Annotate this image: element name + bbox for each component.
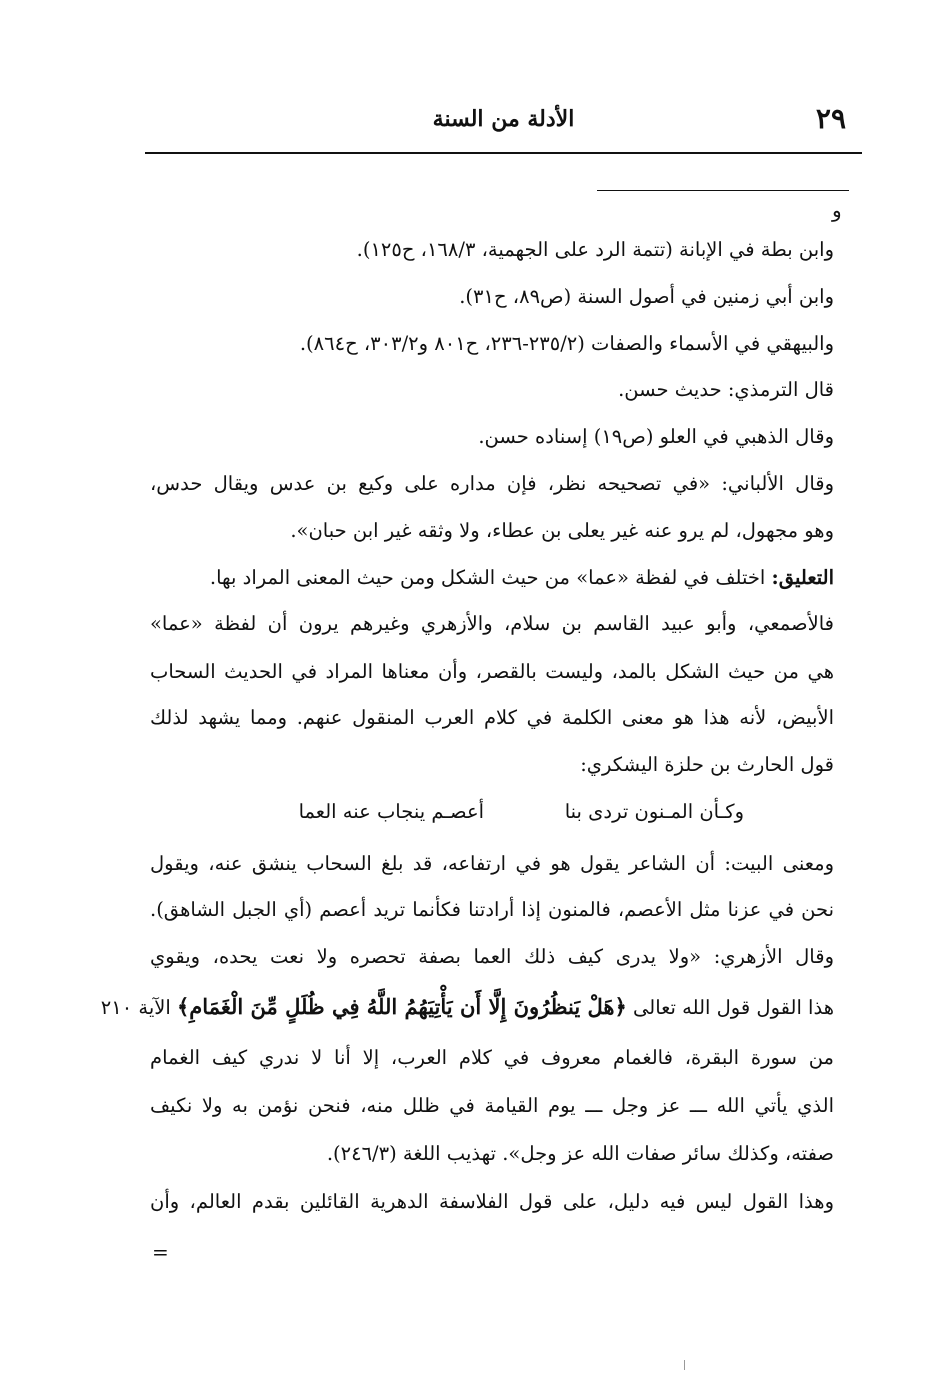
quran-intro: هذا القول قول الله تعالى <box>633 996 834 1019</box>
footnote-line: وهو مجهول، لم يرو عنه غير يعلى بن عطاء، ولا وثقه غير ابن حبان». <box>290 519 834 542</box>
commentary-line: الذي يأتي الله ـــ عز وجل ـــ يوم القيامة في ظلل منه، فنحن نؤمن به ولا نكيف <box>150 1094 834 1117</box>
footnote-line: وقال الذهبي في العلو (ص١٩) إسناده حسن. <box>478 425 834 448</box>
commentary-line: قول الحارث بن حلزة اليشكري: <box>580 753 834 776</box>
footnote-line: وابن بطة في الإبانة (تتمة الرد على الجهمية، ١٦٨/٣، ح١٢٥). <box>356 238 834 261</box>
commentary-line: الأبيض، لأنه هذا هو معنى الكلمة في كلام العرب المنقول عنهم. ومما يشهد لذلك <box>150 706 834 729</box>
commentary-first-line <box>150 566 834 589</box>
header-rule <box>145 152 862 154</box>
commentary-line: ومعنى البيت: أن الشاعر يقول هو في ارتفاعه، قد بلغ السحاب ينشق عنه، ويقول <box>150 852 834 875</box>
running-title: الأدلة من السنة <box>432 106 575 132</box>
quran-verse: ﴿هَلْ يَنظُرُونَ إِلَّا أَن يَأْتِيَهُمُ اللَّهُ فِي ظُلَلٍ مِّنَ الْغَمَامِ﴾ <box>177 994 627 1019</box>
continuation-marker: = <box>152 1240 169 1264</box>
footnote-line: وقال الألباني: «في تصحيحه نظر، فإن مداره على وكيع بن عدس ويقال حدس، <box>150 472 834 495</box>
commentary-line: وهذا القول ليس فيه دليل، على قول الفلاسفة الدهرية القائلين بقدم العالم، وأن <box>150 1190 834 1213</box>
commentary-line: فالأصمعي، وأبو عبيد القاسم بن سلام، والأزهري وغيرهم يرون أن لفظة «عما» <box>150 612 834 635</box>
commentary-line: وقال الأزهري: «ولا يدرى كيف ذلك العما بصفة تحصره ولا نعت يحده، ويقوي <box>150 945 834 968</box>
footnote-line: وابن أبي زمنين في أصول السنة (ص٨٩، ح٣١). <box>459 285 834 308</box>
page-number: ٢٩ <box>815 102 846 135</box>
quran-line <box>100 994 834 1019</box>
page-header <box>145 98 862 154</box>
verse-first-hemistich: وكـأن المـنون تردى بنا <box>564 800 744 823</box>
continuation-mark: ﻭ <box>832 198 842 222</box>
footnote-line: والبيهقي في الأسماء والصفات (٢٣٥/٢-٢٣٦، ح٨٠١ و٣٠٣/٢، ح٨٦٤). <box>299 332 834 355</box>
commentary-line: صفته، وكذلك سائر صفات الله عز وجل». تهذيب اللغة (٢٤٦/٣). <box>326 1142 834 1165</box>
verse-second-hemistich: أعصـم ينجاب عنه العما <box>298 800 484 823</box>
scan-artifact <box>684 1360 685 1370</box>
commentary-line: هي من حيث الشكل بالمد، وليست بالقصر، وأن معناها المراد في الحديث السحاب <box>150 660 834 683</box>
quran-reference: الآية ٢١٠ <box>100 996 171 1019</box>
commentary-line: نحن في عزنا مثل الأعصم، فالمنون إذا أرادتنا فكأنما تريد أعصم (أي الجبل الشاهق). <box>150 898 834 921</box>
commentary-label: التعليق: <box>771 566 834 589</box>
commentary-text: اختلف في لفظة «عما» من حيث الشكل ومن حيث المعنى المراد بها. <box>209 566 766 589</box>
footnote-separator <box>597 190 849 191</box>
footnote-line: قال الترمذي: حديث حسن. <box>618 378 834 401</box>
commentary-line: من سورة البقرة، فالغمام معروف في كلام العرب، إلا أنا لا ندري كيف الغمام <box>150 1046 834 1069</box>
